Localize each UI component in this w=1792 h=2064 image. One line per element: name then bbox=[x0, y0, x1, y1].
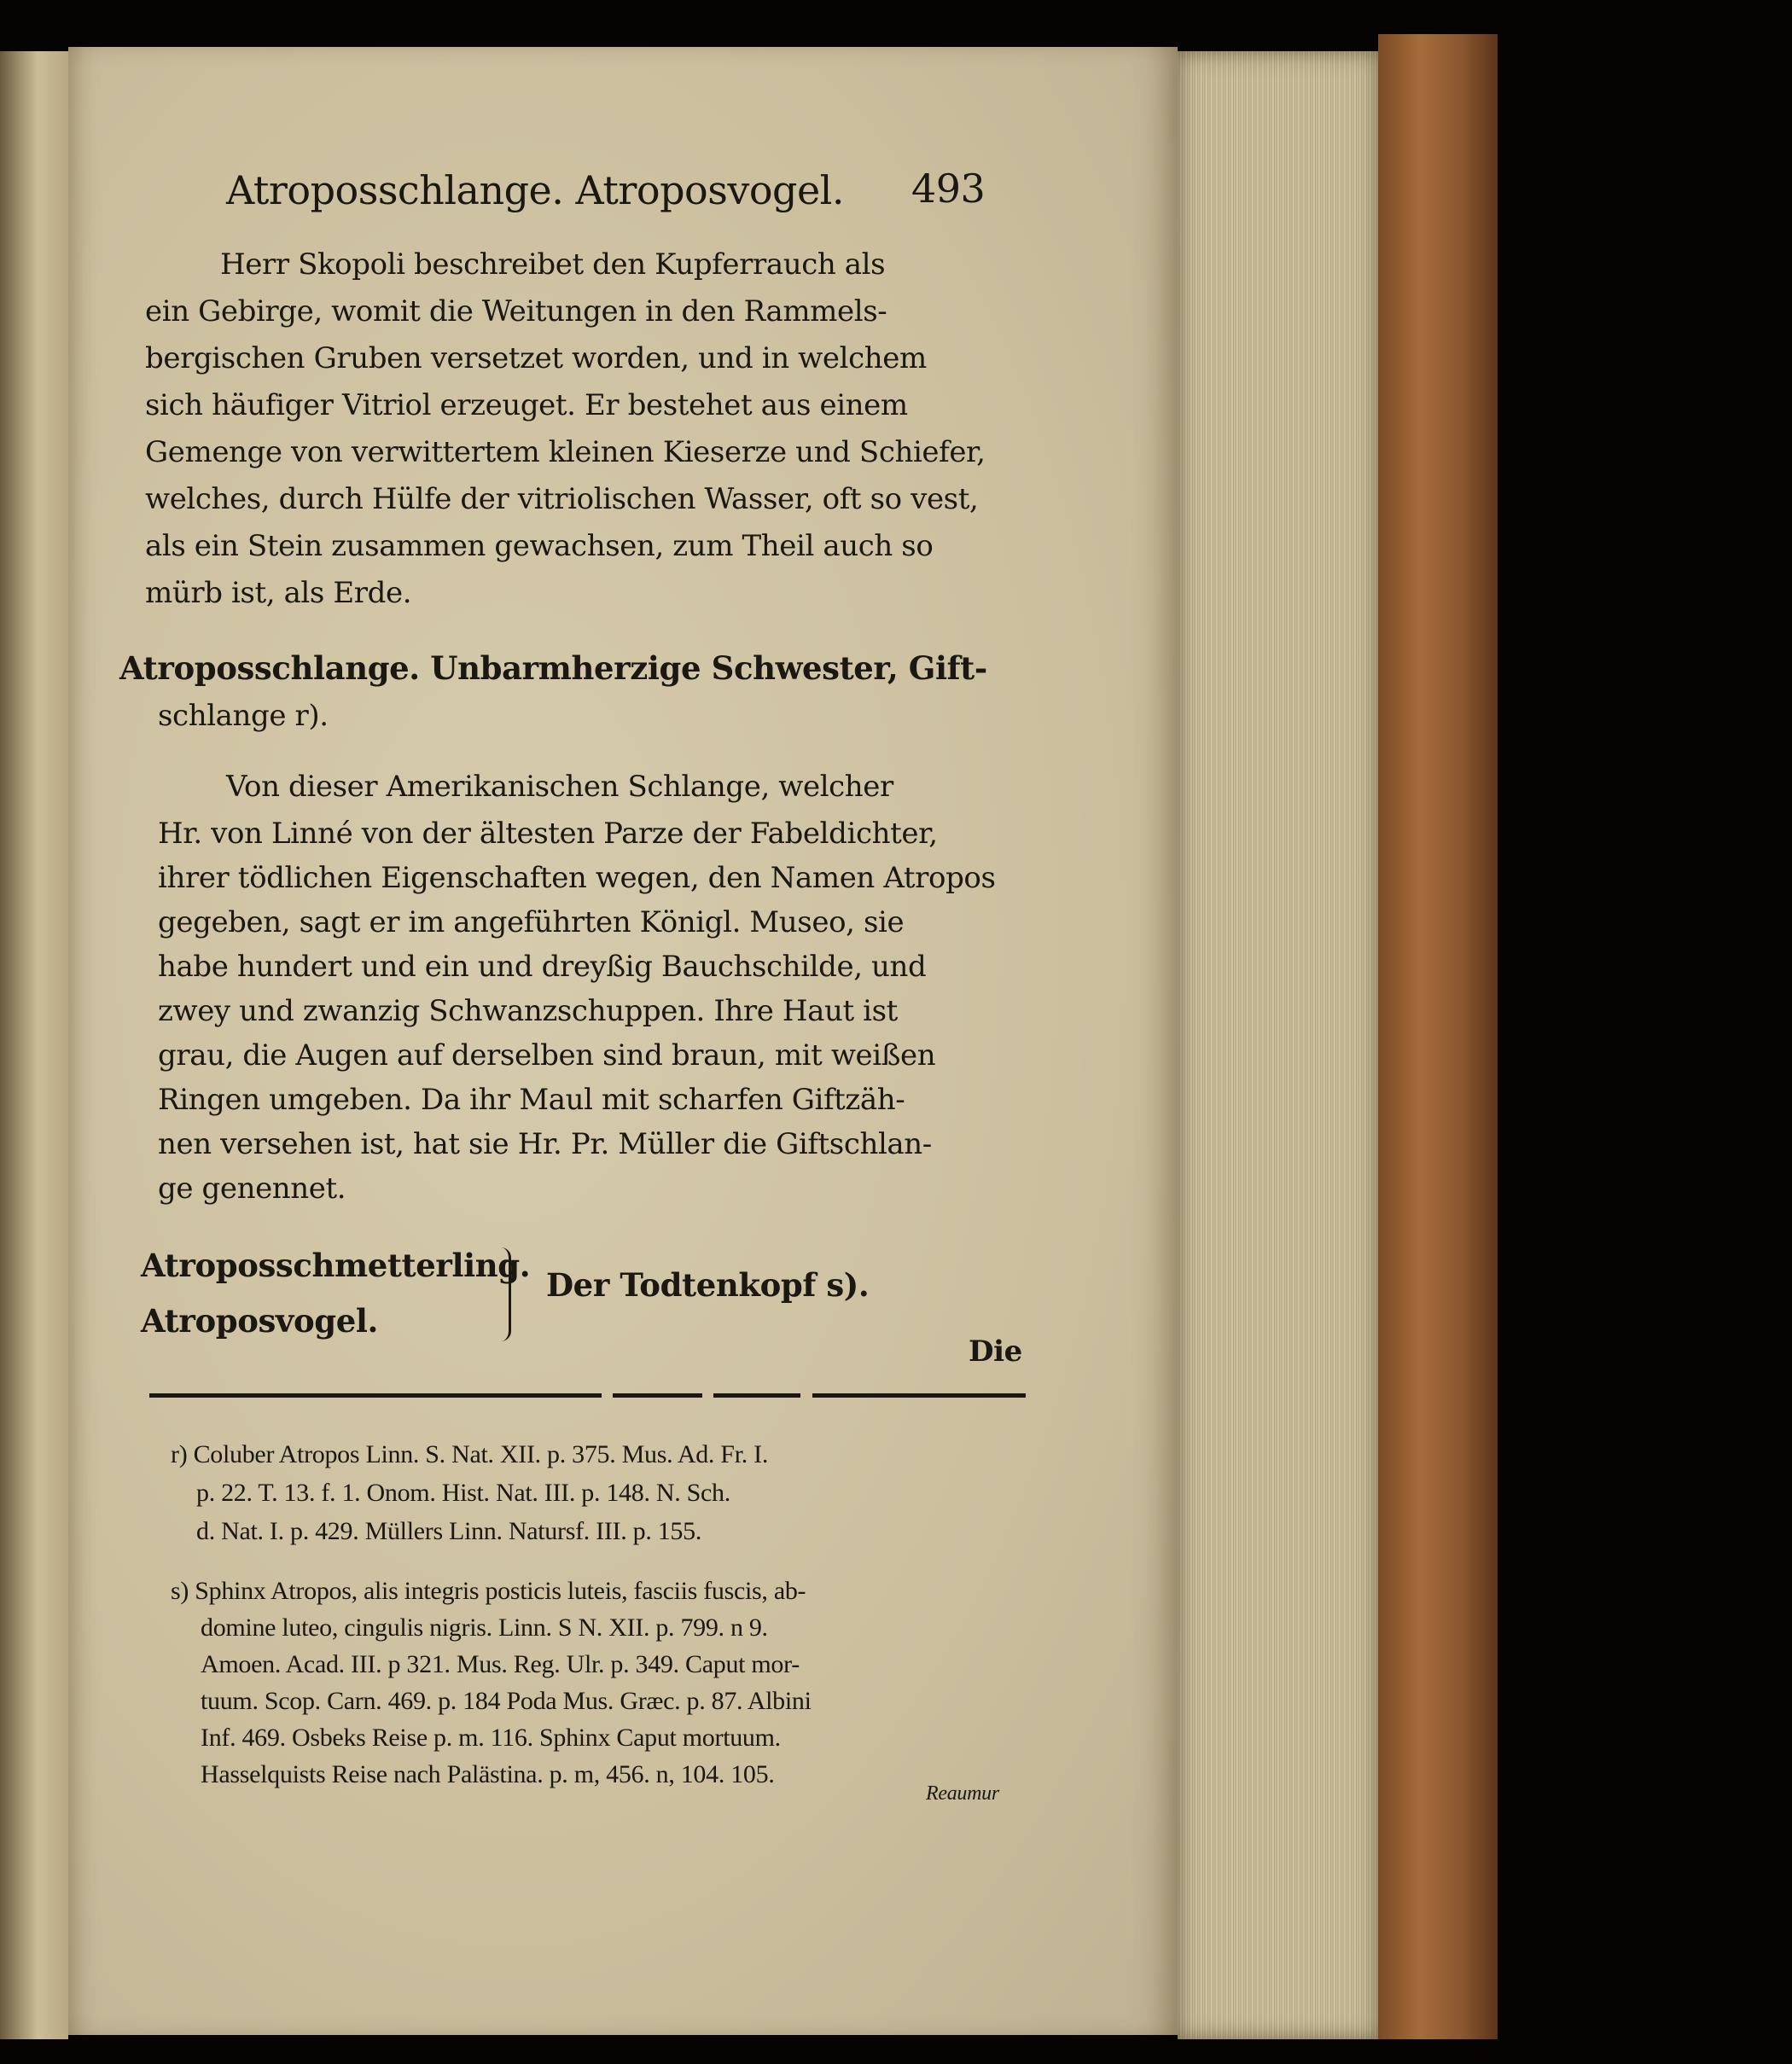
footnote-line: p. 22. T. 13. f. 1. Onom. Hist. Nat. III. p. 148. N. Sch. bbox=[196, 1479, 730, 1507]
entry-heading: Atroposschlange. Unbarmherzige Schwester, Gift- bbox=[119, 649, 987, 687]
footnote-line: Hasselquists Reise nach Palästina. p. m, 456. n, 104. 105. bbox=[201, 1760, 775, 1788]
page-number: 493 bbox=[911, 166, 986, 212]
page-block-edges bbox=[1178, 51, 1378, 2039]
footnote-rule bbox=[613, 1393, 702, 1398]
footnote-catchword: Reaumur bbox=[926, 1782, 999, 1805]
footnote-line: tuum. Scop. Carn. 469. p. 184 Poda Mus. Græc. p. 87. Albini bbox=[201, 1687, 812, 1715]
footnote-line: d. Nat. I. p. 429. Müllers Linn. Natursf. III. p. 155. bbox=[196, 1517, 702, 1545]
para2-line: ihrer tödlichen Eigenschaften wegen, den Namen Atropos bbox=[158, 861, 996, 895]
footnote-line: s) Sphinx Atropos, alis integris posticis luteis, fasciis fuscis, ab- bbox=[171, 1577, 806, 1605]
footnote-line: Inf. 469. Osbeks Reise p. m. 116. Sphinx Caput mortuum. bbox=[201, 1724, 781, 1752]
para2-line: Von dieser Amerikanischen Schlange, welcher bbox=[226, 770, 893, 804]
para1-line: Gemenge von verwittertem kleinen Kieserze und Schiefer, bbox=[145, 435, 986, 469]
para2-line: ge genennet. bbox=[158, 1172, 346, 1206]
para2-line: gegeben, sagt er im angeführten Königl. Museo, sie bbox=[158, 905, 905, 939]
entry-definition: Der Todtenkopf s). bbox=[546, 1266, 870, 1304]
footnote-rule bbox=[812, 1393, 1026, 1398]
para1-line: sich häufiger Vitriol erzeuget. Er bestehet aus einem bbox=[145, 388, 908, 422]
para1-line: mürb ist, als Erde. bbox=[145, 576, 412, 610]
entry-heading-cont: schlange r). bbox=[158, 699, 329, 733]
para1-line: welches, durch Hülfe der vitriolischen Wasser, oft so vest, bbox=[145, 482, 979, 516]
para2-line: grau, die Augen auf derselben sind braun, mit weißen bbox=[158, 1038, 936, 1073]
para2-line: habe hundert und ein und dreyßig Bauchschilde, und bbox=[158, 950, 927, 984]
running-title: Atroposschlange. Atroposvogel. bbox=[226, 167, 845, 213]
para2-line: nen versehen ist, hat sie Hr. Pr. Müller die Giftschlan- bbox=[158, 1127, 932, 1161]
previous-page-edge bbox=[0, 51, 68, 2039]
footnote-line: Amoen. Acad. III. p 321. Mus. Reg. Ulr. p. 349. Caput mor- bbox=[201, 1650, 800, 1678]
para2-line: Hr. von Linné von der ältesten Parze der Fabeldichter, bbox=[158, 817, 938, 851]
para2-line: Ringen umgeben. Da ihr Maul mit scharfen Giftzäh- bbox=[158, 1083, 905, 1117]
entry-term: Atroposschmetterling. bbox=[141, 1247, 531, 1284]
entry-term: Atroposvogel. bbox=[141, 1302, 379, 1340]
para2-line: zwey und zwanzig Schwanzschuppen. Ihre Haut ist bbox=[158, 994, 898, 1028]
footnote-rule bbox=[713, 1393, 800, 1398]
footnote-line: domine luteo, cingulis nigris. Linn. S N. XII. p. 799. n 9. bbox=[201, 1613, 768, 1642]
para1-line: Herr Skopoli beschreibet den Kupferrauch als bbox=[220, 247, 886, 282]
footnote-line: r) Coluber Atropos Linn. S. Nat. XII. p. 375. Mus. Ad. Fr. I. bbox=[171, 1440, 769, 1468]
para1-line: als ein Stein zusammen gewachsen, zum Theil auch so bbox=[145, 529, 934, 563]
footnote-rule bbox=[149, 1393, 602, 1398]
book-cover-edge bbox=[1378, 34, 1498, 2039]
catchword: Die bbox=[969, 1334, 1022, 1369]
para1-line: bergischen Gruben versetzet worden, und in welchem bbox=[145, 341, 927, 375]
para1-line: ein Gebirge, womit die Weitungen in den Rammels- bbox=[145, 294, 887, 328]
grouping-brace bbox=[493, 1247, 511, 1341]
